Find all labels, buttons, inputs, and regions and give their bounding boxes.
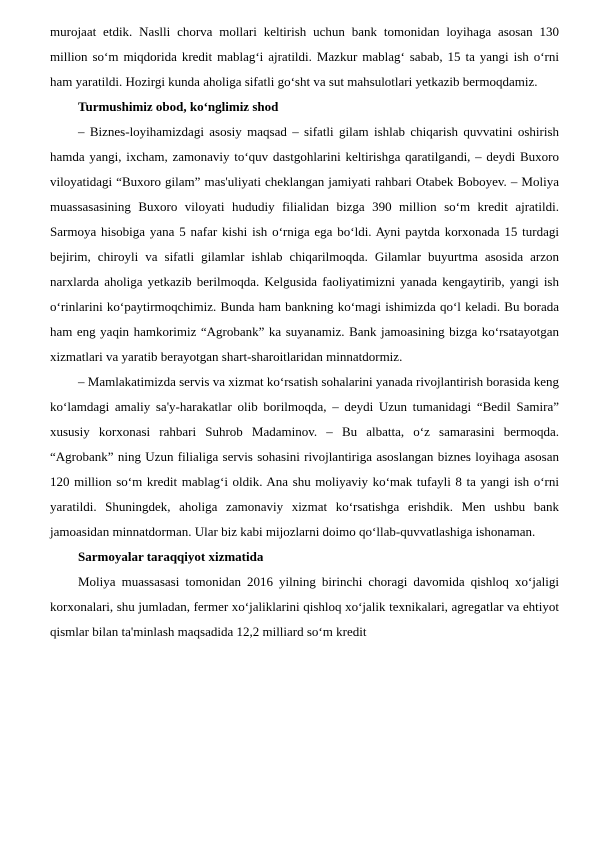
paragraph-bedil-samira: – Mamlakatimizda servis va xizmat ko‘rsatish sohalarini yanada rivojlantirish borasida keng ko‘lamdagi amaliy sa'y-harakatlar olib borilmoqda, – deydi Uzun tumanidagi “Bedil Samira” xususiy korxonasi rahbari Suhrob Madaminov. – Bu albatta, o‘z samarasini bermoqda. “Agrobank” ning Uzun filialiga servis sohasini rivojlantiriga asoslangan biznes loyihaga asosan 120 million so‘m kredit mablag‘i oldik. Ana shu moliyaviy ko‘mak tufayli 8 ta yangi ish o‘rni yaratildi. Shuningdek, aholiga zamonaviy xizmat ko‘rsatishga erishdik. Men ushbu bank jamoasidan minnatdorman. Ular biz kabi mijozlarni doimo qo‘llab-quvvatlashiga ishonaman. [50,374,559,539]
paragraph-moliya-muassasasi: Moliya muassasasi tomonidan 2016 yilning birinchi choragi davomida qishloq xo‘jaligi korxonalari, shu jumladan, fermer xo‘jaliklarini qishloq xo‘jalik texnikalari, agregatlar va ehtiyot qismlar bilan ta'minlash maqsadida 12,2 milliard so‘m kredit [50,574,559,639]
section-heading-turmushimiz: Turmushimiz obod, ko‘nglimiz shod [78,99,279,114]
section-heading-sarmoyalar: Sarmoyalar taraqqiyot xizmatida [78,549,264,564]
document-page [50,19,559,644]
paragraph-buxoro-gilam: – Biznes-loyihamizdagi asosiy maqsad – sifatli gilam ishlab chiqarish quvvatini oshirish hamda yangi, ixcham, zamonaviy to‘quv dastgohlarini keltirishga qaratilgandi, – deydi Buxoro viloyatidagi “Buxoro gilam” mas'uliyati cheklangan jamiyati rahbari Otabek Boboyev. – Moliya muassasasining Buxoro viloyati hududiy filialidan bizga 390 million so‘m kredit ajratildi. Sarmoya hisobiga yana 5 nafar kishi ish o‘rniga ega bo‘ldi. Ayni paytda korxonada 15 turdagi bejirim, chiroyli va sifatli gilamlar ishlab chiqarilmoqda. Gilamlar buyurtma asosida arzon narxlarda aholiga yetkazib berilmoqda. Kelgusida faoliyatimizni yanada kengaytirib, yangi ish o‘rinlarini ko‘paytirmoqchimiz. Bunda ham bankning ko‘magi ishimizda qo‘l keladi. Bu borada ham eng yaqin hamkorimiz “Agrobank” ka suyanamiz. Bank jamoasining bizga ko‘rsatayotgan xizmatlari va yaratib berayotgan shart-sharoitlaridan minnatdormiz. [50,124,559,364]
paragraph-intro: murojaat etdik. Naslli chorva mollari keltirish uchun bank tomonidan loyihaga asosan 130 million so‘m miqdorida kredit mablag‘i ajratildi. Mazkur mablag‘ sabab, 15 ta yangi ish o‘rni ham yaratildi. Hozirgi kunda aholiga sifatli go‘sht va sut mahsulotlari yetkazib bermoqdamiz. [50,24,559,89]
